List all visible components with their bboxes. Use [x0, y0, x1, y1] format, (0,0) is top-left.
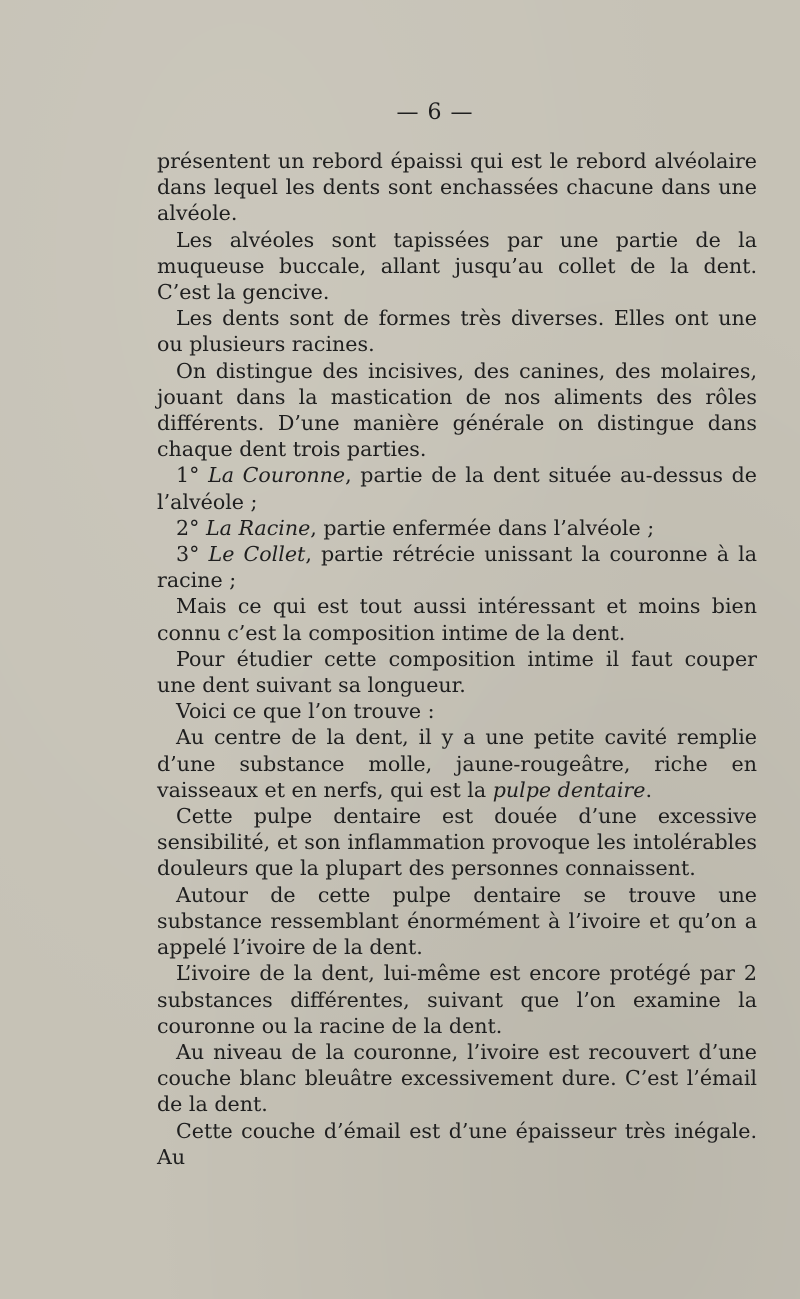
- text-run: Voici ce que l’on trouve :: [176, 699, 435, 724]
- text-run: 1°: [176, 463, 209, 488]
- text-run: L’ivoire de la dent, lui-même est encore protégé par 2 substances différentes, suivant que l’on examine la couronne ou la racine de la dent.: [157, 961, 757, 1038]
- text-run: Les alvéoles sont tapissées par une partie de la muqueuse buccale, allant jusqu’au collet de la dent. C’est la gencive.: [157, 227, 757, 305]
- paragraph-p8: [157, 593, 757, 645]
- body-text: [157, 148, 757, 1170]
- text-run: , partie rétrécie unissant la couronne à la racine ;: [157, 542, 757, 593]
- text-run: , partie enfermée dans l’alvéole ;: [310, 515, 655, 540]
- text-run: Mais ce qui est tout aussi intéressant et moins bien connu c’est la composition intime de la dent.: [157, 594, 757, 645]
- paragraph-p15: [157, 1039, 757, 1118]
- text-run: Cette pulpe dentaire est douée d’une excessive sensibilité, et son inflammation provoque les intolérables douleurs que la plupart des personnes connaissent.: [157, 804, 757, 881]
- italic-term: La Couronne: [208, 463, 346, 488]
- text-run: Cette couche d’émail est d’une épaisseur très inégale. Au: [157, 1118, 757, 1169]
- text-run: Autour de cette pulpe dentaire se trouve une substance ressemblant énormément à l’ivoire et qu’on a appelé l’ivoire de la dent.: [157, 882, 757, 960]
- paragraph-p10: [157, 698, 757, 724]
- text-run: Au centre de la dent, il y a une petite cavité remplie d’une substance molle, jaune-rougeâtre, riche en vaisseaux et en nerfs, qui est la: [157, 725, 757, 802]
- paragraph-p4: [157, 358, 757, 463]
- text-run: On distingue des incisives, des canines, des molaires, jouant dans la mastication de nos aliments des rôles différents. D’une manière générale on distingue dans chaque dent trois parties.: [157, 358, 757, 462]
- page-number: — 6 —: [396, 100, 474, 125]
- paragraph-p11: [157, 724, 757, 803]
- italic-term: La Racine: [205, 515, 311, 540]
- paragraph-p12: [157, 803, 757, 882]
- italic-term: pulpe dentaire: [492, 777, 646, 802]
- text-run: Au niveau de la couronne, l’ivoire est recouvert d’une couche blanc bleuâtre excessivement dure. C’est l’émail de la dent.: [157, 1039, 757, 1117]
- paragraph-p13: [157, 882, 757, 961]
- paragraph-p5: [157, 462, 757, 514]
- text-run: , partie de la dent située au-dessus de l’alvéole ;: [157, 463, 757, 514]
- paragraph-p7: [157, 541, 757, 593]
- text-run: Pour étudier cette composition intime il faut couper une dent suivant sa longueur.: [157, 646, 757, 698]
- paragraph-p2: [157, 227, 757, 306]
- paragraph-p16: [157, 1118, 757, 1170]
- text-run: présentent un rebord épaissi qui est le rebord alvéolaire dans lequel les dents sont enchassées chacune dans une alvéole.: [157, 149, 757, 226]
- paragraph-p6: [157, 515, 757, 541]
- text-run: 3°: [176, 542, 209, 567]
- text-run: .: [645, 777, 652, 802]
- paragraph-p1: [157, 148, 757, 227]
- paragraph-p3: [157, 305, 757, 357]
- paragraph-p14: [157, 960, 757, 1039]
- text-run: 2°: [176, 515, 206, 540]
- paragraph-p9: [157, 646, 757, 698]
- text-run: Les dents sont de formes très diverses. Elles ont une ou plusieurs racines.: [157, 306, 757, 357]
- italic-term: Le Collet: [208, 542, 306, 567]
